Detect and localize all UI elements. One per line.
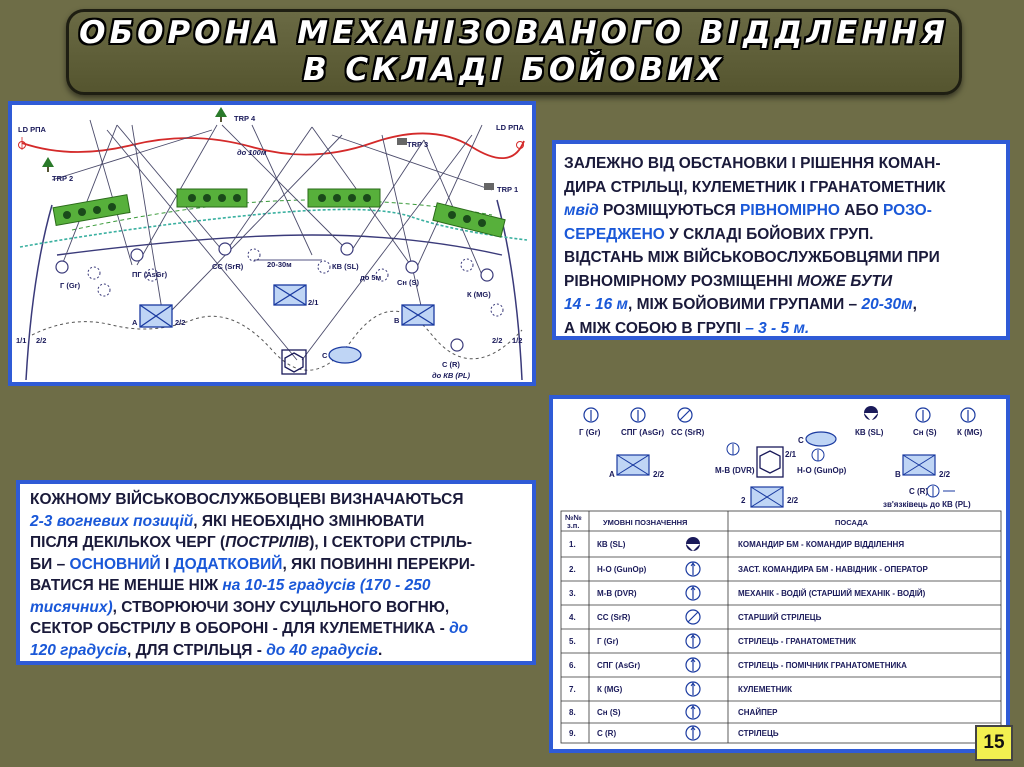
legend-c-vehicle-icon [806,432,836,446]
side-left-label: 1/1 [16,336,27,345]
table-row-post: СТРІЛЕЦЬ - ГРАНАТОМЕТНИК [738,637,856,646]
gr-label: Г (Gr) [60,281,81,290]
legend-center-frac-b: 2/2 [787,496,799,505]
slash-circle-icon [686,610,700,624]
info2-line-4: БИ – ОСНОВНИЙ І ДОДАТКОВИЙ, ЯКІ ПОВИННІ ПЕРЕКРИ- [30,555,476,573]
sniper-icon [686,705,700,719]
info-panel-placement [552,140,1010,340]
k-label: К (MG) [467,290,491,299]
legend-table-rows [569,537,929,740]
legend-a-frac-label: 2/2 [653,470,665,479]
info2-line-8: 120 градусів, ДЛЯ СТРІЛЬЦЯ - до 40 градусів. [30,641,383,659]
green-position-center-left [177,189,247,207]
kv-label: КВ (SL) [332,262,359,271]
table-row-code: С (R) [597,729,617,738]
legend-spg-label: СПГ (AsGr) [621,428,665,437]
info1-line-5: ВІДСТАНЬ МІЖ ВІЙСЬКОВОСЛУЖБОВЦЯМИ ПРИ [564,249,940,266]
side-left-label-2: 2/2 [36,336,47,345]
info1-line-4: СЕРЕДЖЕНО У СКЛАДІ БОЙОВИХ ГРУП. [564,225,874,243]
legend-sn-label: Сн (S) [913,428,937,437]
legend-mv-label: М-В (DVR) [715,466,755,475]
c-position-icon [451,339,463,351]
pg-position-icon [131,249,143,261]
vehicle-c-icon [329,347,361,363]
info2-line-6: тисячних), СТВОРЮЮЧИ ЗОНУ СУЦІЛЬНОГО ВОГНЮ, [30,598,450,616]
arrow-up-icon [686,658,700,672]
sn-label: Сн (S) [397,278,420,287]
legend-kv-icon [864,406,878,421]
table-header-post: ПОСАДА [835,518,868,527]
table-row-code: К (MG) [597,685,623,694]
green-position-left [53,195,130,226]
table-row-code: Сн (S) [597,708,621,717]
legend-panel [549,395,1010,753]
info-panel-fire-positions [16,480,536,665]
trp3-label: TRP 3 [407,140,429,149]
ld-right-label: LD РПА [496,123,524,132]
table-row-no: 9. [569,729,576,738]
info1-line-7: 14 - 16 м, МІЖ БОЙОВИМИ ГРУПАМИ – 20-30м, [564,296,917,313]
title-line-2: В СКЛАДІ БОЙОВИХ [303,52,725,88]
center-frac-label: 2/1 [308,298,319,307]
kv-position-icon [341,243,353,255]
table-header-no: №№ [565,513,582,522]
legend-mv-vehicle-icon [757,447,783,477]
vehicle-a-icon [140,305,172,327]
side-right-label: 2/2 [492,336,503,345]
trp4-label: TRP 4 [234,114,256,123]
table-row-no: 3. [569,589,576,598]
info1-line-3: мвід РОЗМІЩУЮТЬСЯ РІВНОМІРНО АБО РОЗО- [564,202,932,219]
table-row-no: 2. [569,565,576,574]
table-row-no: 7. [569,685,576,694]
table-row-post: СТАРШИЙ СТРІЛЕЦЬ [738,613,822,622]
legend-c-r-label: С (R) [909,487,929,496]
table-row-code: КВ (SL) [597,540,626,549]
trp2-label: TRP 2 [52,174,74,183]
a-frac-label: 2/2 [175,318,186,327]
trp1-label: TRP 1 [497,185,519,194]
dist-5-label: до 5м [360,273,382,282]
legend-no-label: Н-О (GunOp) [797,466,847,475]
c-r-label: С (R) [442,360,460,369]
left-boundary-line [26,205,52,380]
info1-line-6: РІВНОМІРНОМУ РОЗМІЩЕННІ МОЖЕ БУТИ [564,272,893,290]
vehicle-mv-icon [282,350,306,374]
table-row-post: КУЛЕМЕТНИК [738,685,792,694]
table-row-code: Г (Gr) [597,637,619,646]
legend-gr-label: Г (Gr) [579,428,601,437]
green-position-center-right [308,189,380,207]
legend-ss-label: СС (SrR) [671,428,705,437]
table-row-post: КОМАНДИР БМ - КОМАНДИР ВІДДІЛЕННЯ [738,540,905,549]
table-row-post: МЕХАНІК - ВОДІЙ (СТАРШИЙ МЕХАНІК - ВОДІЙ) [738,589,926,598]
legend-svg [553,399,1006,749]
page-number: 15 [975,725,1013,761]
info1-line-8: А МІЖ СОБОЮ В ГРУПІ – 3 - 5 м. [564,319,810,337]
grenade-icon [686,634,700,648]
table-row-code: СС (SrR) [597,613,631,622]
defense-diagram [12,105,532,382]
info2-line-1: КОЖНОМУ ВІЙСЬКОВОСЛУЖБОВЦЕВІ ВИЗНАЧАЮТЬСЯ [30,491,464,508]
side-right-label-2: 1/2 [512,336,523,345]
legend-center-frac-a: 2 [741,496,746,505]
legend-frac-21-label: 2/1 [785,450,797,459]
c-label: С [322,351,328,360]
title-box [66,9,962,95]
title-line-1: ОБОРОНА МЕХАНІЗОВАНОГО ВІДДЛЕННЯ [79,15,949,51]
pg-label: ПГ (AsGr) [132,270,168,279]
k-position-icon [481,269,493,281]
info2-line-2: 2-3 вогневих позицій, ЯКІ НЕОБХІДНО ЗМІНЮВАТИ [30,512,425,530]
info2-line-7: СЕКТОР ОБСТРІЛУ В ОБОРОНІ - ДЛЯ КУЛЕМЕТНИКА - до [30,620,469,637]
ss-label: СС (SrR) [212,262,244,271]
sn-position-icon [406,261,418,273]
info2-line-3: ПІСЛЯ ДЕКІЛЬКОХ ЧЕРГ (ПОСТРІЛІВ), І СЕКТОРИ СТРІЛЬ- [30,534,473,551]
table-row-post: ЗАСТ. КОМАНДИРА БМ - НАВІДНИК - ОПЕРАТОР [738,565,928,574]
legend-c-label: С [798,436,804,445]
legend-k-label: К (MG) [957,428,983,437]
table-row-post: СНАЙПЕР [738,708,778,717]
table-header-no-2: з.п. [567,521,580,530]
defense-diagram-panel [8,101,536,386]
legend-b-label: В [895,470,901,479]
gr-position-icon [56,261,68,273]
table-row-post: СТРІЛЕЦЬ [738,729,779,738]
do-kv-label: до КВ (PL) [432,371,470,380]
table-row-code: Н-О (GunOp) [597,565,647,574]
table-row-no: 8. [569,708,576,717]
table-row-post: СТРІЛЕЦЬ - ПОМІЧНИК ГРАНАТОМЕТНИКА [738,661,907,670]
table-row-no: 1. [569,540,576,549]
rifle-icon [686,726,700,740]
table-row-no: 5. [569,637,576,646]
table-header-symbol: УМОВНІ ПОЗНАЧЕННЯ [603,518,688,527]
info2-line-5: ВАТИСЯ НЕ МЕНШЕ НІЖ на 10-15 градусів (170 - 250 [30,577,431,594]
info1-line-2: ДИРА СТРІЛЬЦІ, КУЛЕМЕТНИК І ГРАНАТОМЕТНИК [564,178,946,196]
ss-position-icon [219,243,231,255]
vehicle-b-icon [402,305,434,325]
table-row-code: СПГ (AsGr) [597,661,641,670]
a-label: А [132,318,138,327]
table-row-no: 4. [569,613,576,622]
table-row-no: 6. [569,661,576,670]
legend-b-frac-label: 2/2 [939,470,951,479]
mg-icon [686,682,700,696]
b-label: В [394,316,400,325]
ld-left-label: LD РПА [18,125,46,134]
legend-link-label: зв'язківець до КВ (PL) [883,500,971,509]
table-row-code: М-В (DVR) [597,589,637,598]
legend-a-label: А [609,470,615,479]
arrow-up-icon [686,562,700,576]
dist-20-30-label: 20-30м [267,260,292,269]
sl-icon [686,537,700,551]
vehicle-center-icon [274,285,306,305]
dist-100-label: до 100м [237,148,267,157]
arrow-up-icon [686,586,700,600]
green-position-right [433,203,505,237]
legend-kv-label: КВ (SL) [855,428,884,437]
wire-line [72,200,492,230]
info1-line-1: ЗАЛЕЖНО ВІД ОБСТАНОВКИ І РІШЕННЯ КОМАН- [564,155,941,172]
